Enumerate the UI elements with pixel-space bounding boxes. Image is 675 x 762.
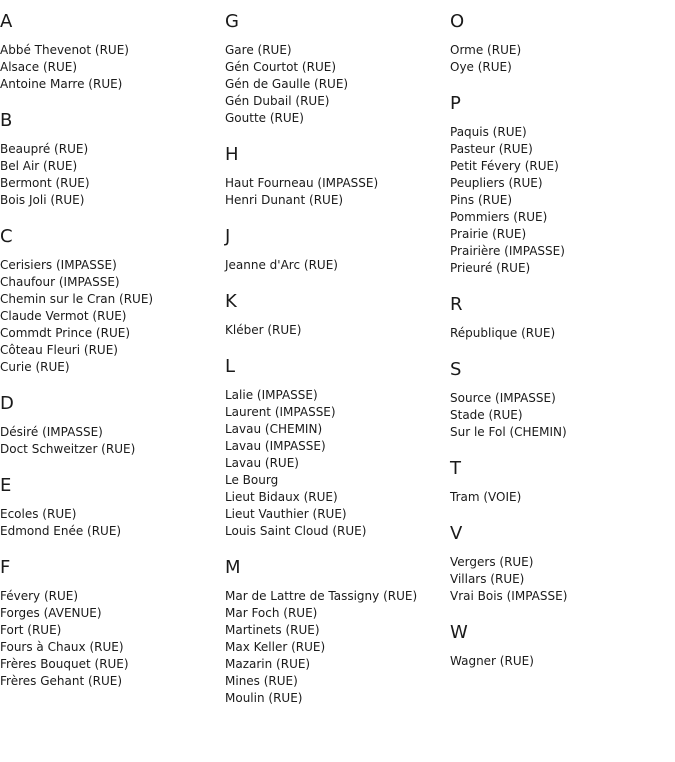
street-item: Source (IMPASSE) [450,391,556,405]
section-letter-heading: O [450,11,465,32]
street-list [0,588,225,690]
street-item: Prieuré (RUE) [450,261,531,275]
letter-section [450,523,675,605]
street-list [225,387,450,540]
section-letter-heading: S [450,359,462,380]
street-item: Frères Bouquet (RUE) [0,657,129,671]
letter-section [0,393,225,458]
street-list [0,257,225,376]
street-item: Lavau (RUE) [225,456,299,470]
street-item: Edmond Enée (RUE) [0,524,122,538]
section-letter-heading: D [0,393,14,414]
section-letter-heading: J [225,226,231,247]
letter-section [0,557,225,690]
letter-section [450,11,675,76]
street-item: Gén Courtot (RUE) [225,60,336,74]
street-item: Gén Dubail (RUE) [225,94,330,108]
street-item: Désiré (IMPASSE) [0,425,103,439]
street-list [450,42,675,76]
street-item: Stade (RUE) [450,408,523,422]
street-item: Henri Dunant (RUE) [225,193,344,207]
street-item: Févery (RUE) [0,589,79,603]
section-letter-heading: C [0,226,13,247]
street-item: Bermont (RUE) [0,176,90,190]
street-item: Pins (RUE) [450,193,513,207]
letter-section [0,11,225,93]
section-letter-heading: R [450,294,463,315]
street-item: Lavau (IMPASSE) [225,439,326,453]
street-item: Frères Gehant (RUE) [0,674,123,688]
street-list [225,42,450,127]
street-item: Jeanne d'Arc (RUE) [225,258,338,272]
street-item: Orme (RUE) [450,43,522,57]
section-letter-heading: T [450,458,461,479]
street-item: Bel Air (RUE) [0,159,78,173]
street-item: Pasteur (RUE) [450,142,533,156]
letter-section [450,622,675,670]
street-item: Kléber (RUE) [225,323,302,337]
street-list [450,390,675,441]
street-item: Alsace (RUE) [0,60,78,74]
section-letter-heading: M [225,557,241,578]
street-list [450,554,675,605]
street-item: Commdt Prince (RUE) [0,326,130,340]
street-item: Gare (RUE) [225,43,292,57]
street-list [450,124,675,277]
letter-section [450,93,675,277]
street-item: Pommiers (RUE) [450,210,548,224]
letter-section [225,144,450,209]
street-item: Goutte (RUE) [225,111,304,125]
street-item: Côteau Fleuri (RUE) [0,343,118,357]
street-item: Lieut Bidaux (RUE) [225,490,338,504]
street-item: Doct Schweitzer (RUE) [0,442,136,456]
street-list [450,653,675,670]
street-item: Peupliers (RUE) [450,176,543,190]
letter-section [0,226,225,376]
street-item: Curie (RUE) [0,360,70,374]
street-item: Sur le Fol (CHEMIN) [450,425,567,439]
street-item: Martinets (RUE) [225,623,320,637]
section-letter-heading: G [225,11,239,32]
street-item: Moulin (RUE) [225,691,303,705]
section-letter-heading: F [0,557,11,578]
street-item: Haut Fourneau (IMPASSE) [225,176,379,190]
street-item: Prairière (IMPASSE) [450,244,565,258]
street-list [0,506,225,540]
street-item: Vrai Bois (IMPASSE) [450,589,568,603]
street-item: Max Keller (RUE) [225,640,326,654]
index-column-2 [225,11,450,707]
index-column-3 [450,11,675,670]
street-item: Claude Vermot (RUE) [0,309,127,323]
letter-section [225,557,450,707]
street-item: Mar de Lattre de Tassigny (RUE) [225,589,418,603]
street-item: Bois Joli (RUE) [0,193,85,207]
street-item: Cerisiers (IMPASSE) [0,258,117,272]
street-item: République (RUE) [450,326,556,340]
street-item: Chaufour (IMPASSE) [0,275,120,289]
letter-section [225,356,450,540]
section-letter-heading: B [0,110,13,131]
section-letter-heading: W [450,622,468,643]
street-list [225,257,450,274]
street-list [0,42,225,93]
section-letter-heading: A [0,11,13,32]
section-letter-heading: K [225,291,237,312]
index-column-1 [0,11,225,690]
street-item: Villars (RUE) [450,572,525,586]
street-item: Mines (RUE) [225,674,298,688]
street-list [225,175,450,209]
street-list [0,424,225,458]
letter-section [225,11,450,127]
street-item: Laurent (IMPASSE) [225,405,336,419]
section-letter-heading: V [450,523,463,544]
street-item: Prairie (RUE) [450,227,527,241]
street-item: Lieut Vauthier (RUE) [225,507,347,521]
street-item: Forges (AVENUE) [0,606,102,620]
section-letter-heading: H [225,144,239,165]
street-item: Louis Saint Cloud (RUE) [225,524,367,538]
street-item: Ecoles (RUE) [0,507,77,521]
section-letter-heading: P [450,93,461,114]
street-item: Lavau (CHEMIN) [225,422,323,436]
street-list [450,325,675,342]
street-list [225,322,450,339]
street-item: Chemin sur le Cran (RUE) [0,292,154,306]
street-item: Mazarin (RUE) [225,657,311,671]
letter-section [0,110,225,209]
street-item: Paquis (RUE) [450,125,527,139]
street-item: Mar Foch (RUE) [225,606,318,620]
section-letter-heading: E [0,475,12,496]
street-list [0,141,225,209]
street-item: Beaupré (RUE) [0,142,89,156]
street-item: Abbé Thevenot (RUE) [0,43,129,57]
street-list [450,489,675,506]
section-letter-heading: L [225,356,236,377]
letter-section [450,294,675,342]
letter-section [0,475,225,540]
letter-section [225,226,450,274]
street-item: Oye (RUE) [450,60,512,74]
street-list [225,588,450,707]
street-item: Petit Févery (RUE) [450,159,559,173]
street-item: Wagner (RUE) [450,654,534,668]
street-item: Le Bourg [225,473,279,487]
letter-section [450,359,675,441]
street-item: Antoine Marre (RUE) [0,77,123,91]
letter-section [225,291,450,339]
street-item: Gén de Gaulle (RUE) [225,77,349,91]
street-item: Lalie (IMPASSE) [225,388,318,402]
street-item: Vergers (RUE) [450,555,534,569]
street-item: Fort (RUE) [0,623,62,637]
street-item: Tram (VOIE) [450,490,522,504]
letter-section [450,458,675,506]
street-item: Fours à Chaux (RUE) [0,640,124,654]
